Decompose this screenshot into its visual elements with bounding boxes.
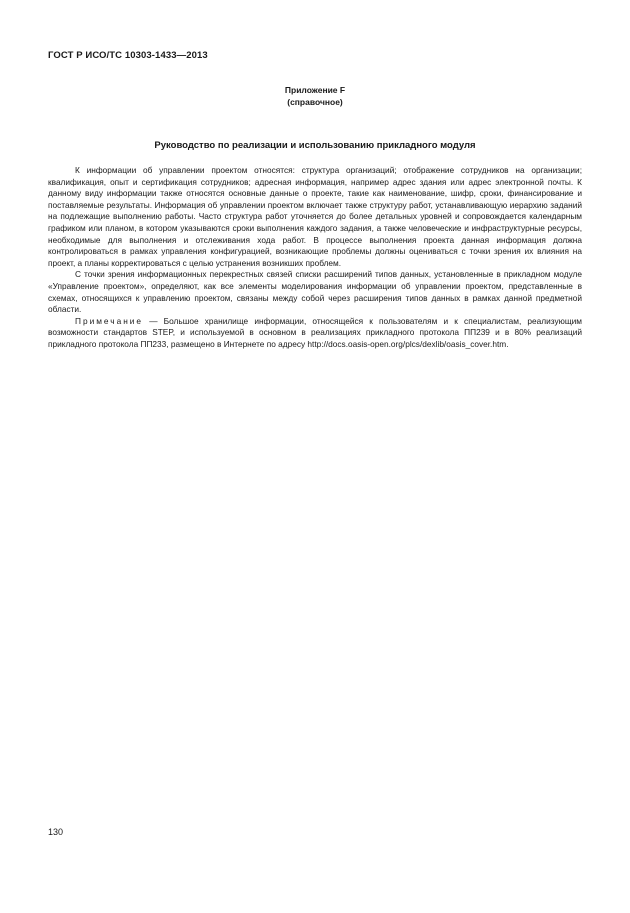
paragraph: К информации об управлении проектом относятся: структура организаций; отображение сотрудников на организации; квалификация, опыт и сертификация сотрудников; адресная информация, например адрес здания или адрес электронной почты. К данному виду информации также относятся основные данные о проекте, такие как наименование, шифр, сроки, финансирование и поставляемые результаты. Информация об управлении проектом включает также структуру работ, устанавливающую иерархию заданий на подлежащие выполнению работы. Часто структура работ уточняется до более детальных уровней и сопровождается календарным графиком или планом, в котором указываются сроки выполнения каждого задания, а также человеческие и инфраструктурные ресурсы, необходимые для выполнения и отслеживания хода работ. В процессе выполнения проекта данная информация должна контролироваться в рамках управления конфигурацией, возникающие проблемы должны оцениваться с точки зрения их влияния на проект, а планы корректироваться с целью устранения возникших проблем. [48,165,582,268]
document-header: ГОСТ Р ИСО/ТС 10303-1433—2013 [48,50,208,61]
annex-type: (справочное) [287,97,343,107]
section-title: Руководство по реализации и использованию прикладного модуля [154,140,476,151]
document-body [48,165,582,351]
paragraph: С точки зрения информационных перекрестных связей списки расширений типов данных, установленные в прикладном модуле «Управление проектом», определяют, как все элементы моделирования информации об управлении проектом, представленные в схемах, относящихся к управлению проектом, связаны между собой через расширения типов данных в рамках данной предметной области. [48,269,582,315]
page-number: 130 [48,827,64,837]
note-text: — Большое хранилище информации, относящейся к пользователям и к специалистам, реализующим возможности стандартов STEP, и используемой в основном в реализациях прикладного протокола ПП239 и в 80% реализаций прикладного протокола ПП233, размещено в Интернете по адресу http://docs.oasis-open.org/plcs/dexlib/oasis_cover.htm. [48,315,582,349]
annex-heading [0,84,630,108]
note-paragraph [48,316,582,351]
annex-label: Приложение F [284,85,346,95]
note-label: Примечание [75,315,144,326]
